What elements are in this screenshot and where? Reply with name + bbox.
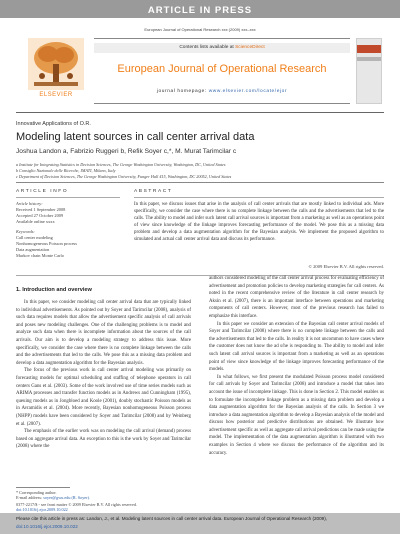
cover-band bbox=[357, 45, 381, 53]
contents-available-line bbox=[94, 43, 350, 53]
cover-band-secondary bbox=[357, 57, 381, 61]
keyword-4: Markov chain Monte Carlo bbox=[16, 253, 64, 258]
homepage-link[interactable]: www.elsevier.com/locate/ejor bbox=[208, 89, 288, 94]
article-info-rule bbox=[16, 197, 120, 198]
elsevier-tree-logo bbox=[28, 38, 84, 90]
intro-heading: 1. Introduction and overview bbox=[16, 287, 92, 293]
sciencedirect-link[interactable]: ScienceDirect bbox=[235, 45, 265, 50]
abstract-text: In this paper, we discuss issues that arise in the analysis of call center arrivals that are mostly linked to individual ads. More specifically, we consider the case where there is no complete linkage between the calls and the advertisements that led to the calls. The ability to model and infer such latent call arrival sources is important from a marketing as well as an operations point of view since knowledge of the linkage improves forecasting performance of the model. We pose this as a missing data problem and develop a data augmentation algorithm for the Bayesian analysis. We implement the proposed algorithm to simulated and actual call center arrival data and discuss its performance. bbox=[134, 202, 384, 243]
history-received: Received 1 September 2008 bbox=[16, 207, 66, 212]
article-title: Modeling latent sources in call center arrival data bbox=[16, 131, 255, 143]
paragraph: The emphasis of the earlier work was on modeling the call arrival (demand) process based on aggregate arrival data. An exception to this is the work by Soyer and Tarimcilar (2008) where the bbox=[16, 429, 191, 450]
abstract-rule bbox=[134, 197, 384, 198]
article-section: Innovative Applications of O.R. bbox=[16, 121, 91, 127]
affiliation-a: a Institute for Integrating Statistics in Decision Sciences, The George Washington University, Washington, DC, United States bbox=[16, 162, 226, 167]
corresponding-author-note: * Corresponding author. bbox=[16, 490, 57, 495]
citation-doi-link[interactable]: doi:10.1016/j.ejor.2009.10.022 bbox=[16, 524, 78, 529]
paragraph: In this paper we consider an extension of the Bayesian call center arrival models of Soyer and Tarimcilar (2008) where there is no complete linkage between the calls and the advertisements that led to the calls. In reality it is not uncommon to have cases where the customer does not know the ad s/he is responding to. The ability to model and infer such latent call arrival sources is important from a marketing as well as an operations point of view since knowledge of the linkage improves forecasting performance of the models. bbox=[209, 321, 384, 373]
article-in-press-banner bbox=[0, 0, 400, 18]
article-info-heading: ARTICLE INFO bbox=[16, 189, 69, 194]
homepage-prefix: journal homepage: bbox=[156, 89, 209, 94]
journal-masthead bbox=[94, 38, 350, 104]
abstract-heading: ABSTRACT bbox=[134, 189, 173, 194]
citation-bar bbox=[0, 513, 400, 534]
banner-text: ARTICLE IN PRESS bbox=[147, 5, 253, 16]
email-prefix: E-mail address: bbox=[16, 495, 44, 500]
journal-cover-thumbnail bbox=[356, 38, 382, 104]
keyword-3: Data augmentation bbox=[16, 247, 50, 252]
keyword-2: Nonhomogeneous Poisson process bbox=[16, 241, 77, 246]
paragraph: The focus of the previous work in call center arrival modeling was primarily on forecasting models for optimal scheduling and staffing of telephone operators in call centers Gans et al. (2003). Some of the work involved use of time series models such as ARIMA processes and transfer function models as in Andrews and Cunningham (1995), queuing models as in Jongbloed and Koole (2001), doubly stochastic Poisson models as in Avramidis et al. (2004). More recently, Bayesian nonhomogeneous Poisson process (NHPP) models have been considered by Soyer and Tarimcilar (2008) and by Weinberg et al. (2007). bbox=[16, 368, 191, 427]
doi-link[interactable]: doi:10.1016/j.ejor.2009.10.022 bbox=[16, 507, 68, 512]
left-column bbox=[16, 299, 191, 451]
email-link[interactable]: soyer@gwu.edu (R. Soyer). bbox=[43, 495, 90, 500]
author-list: Joshua Landon a, Fabrizio Ruggeri b, Refik Soyer c,*, M. Murat Tarimcilar c bbox=[16, 148, 237, 155]
issn-line: 0377-2217/$ - see front matter © 2009 Elsevier B.V. All rights reserved. bbox=[16, 502, 138, 507]
journal-header-citation: European Journal of Operational Research xxx (2009) xxx–xxx bbox=[144, 27, 256, 32]
history-accepted: Accepted 27 October 2009 bbox=[16, 213, 64, 218]
elsevier-wordmark: ELSEVIER bbox=[39, 92, 73, 98]
paragraph: In what follows, we first present the modulated Poisson process model considered for call arrivals by Soyer and Tarimcilar (2008) and introduce a model that takes into account the issue of incomplete linkage. This is done in Section 2. This model enables us to formulate the incomplete linkage problem as a missing data problem and develop a data augmentation algorithm for the Bayesian analysis of the calls. In Section 3 we introduce a data augmentation algorithm to develop a Bayesian analysis of the model and discuss how posterior and predictive distributions are obtained. We illustrate how advertisement specific as well as aggregate call arrival predictions can be made using the model. The implementation of the data augmentation algorithm is illustrated with two examples in Section 4 where we discuss the performance of the algorithm and its accuracy. bbox=[209, 374, 384, 456]
masthead-divider bbox=[16, 112, 384, 113]
journal-title: European Journal of Operational Research bbox=[117, 63, 327, 75]
email-note bbox=[16, 495, 90, 500]
citation-line-1: Please cite this article in press as: Landon, J., et al. Modeling latent sources in call center arrival data. European Journal of Operational Research (2009), bbox=[16, 516, 328, 521]
paragraph: In this paper, we consider modeling call center arrival data that are typically linked to individual advertisements. As pointed out by Soyer and Tarimcilar (2008), analysis of such data requires models that allow the advertisement specific analysis of call arrivals and poses new modeling challenges. One of the challenging problems is to model and analyze such data when there is incomplete information about the sources of the call arrivals. Our aim is to develop a modeling strategy to address this issue. More specifically, we consider the case where there is no complete linkage between the calls and the advertisements that led to the calls. We pose this as a missing data problem and develop a data augmentation algorithm for the Bayesian analysis. bbox=[16, 300, 191, 366]
affiliation-c: c Department of Decision Sciences, The George Washington University, Funger Hall 415, Washington, DC 20052, United States bbox=[16, 174, 232, 179]
contents-prefix: Contents lists available at bbox=[179, 45, 236, 50]
keyword-1: Call center modeling bbox=[16, 235, 53, 240]
paragraph: authors considered modeling of the call center arrival process for evaluating efficiency of advertisement and promotion policies to develop marketing strategies for call centers. As noted in the recent comprehensive review of the literature in call center research by Aksin et al. (2007), there is an important interface between operations and marketing components of call centers. However, most of the previous research has failed to emphasize this interface. bbox=[209, 276, 384, 319]
history-label: Article history: bbox=[16, 201, 43, 206]
footnote-rule bbox=[16, 487, 70, 488]
right-column bbox=[209, 275, 384, 457]
history-online: Available online xxxx bbox=[16, 219, 55, 224]
affiliation-b: b Consiglio Nazionale delle Ricerche, IMATI, Milano, Italy bbox=[16, 168, 116, 173]
keywords-label: Keywords: bbox=[16, 229, 35, 234]
journal-homepage bbox=[94, 89, 350, 94]
header-divider bbox=[16, 182, 384, 183]
abstract-copyright: © 2009 Elsevier B.V. All rights reserved. bbox=[308, 264, 384, 269]
